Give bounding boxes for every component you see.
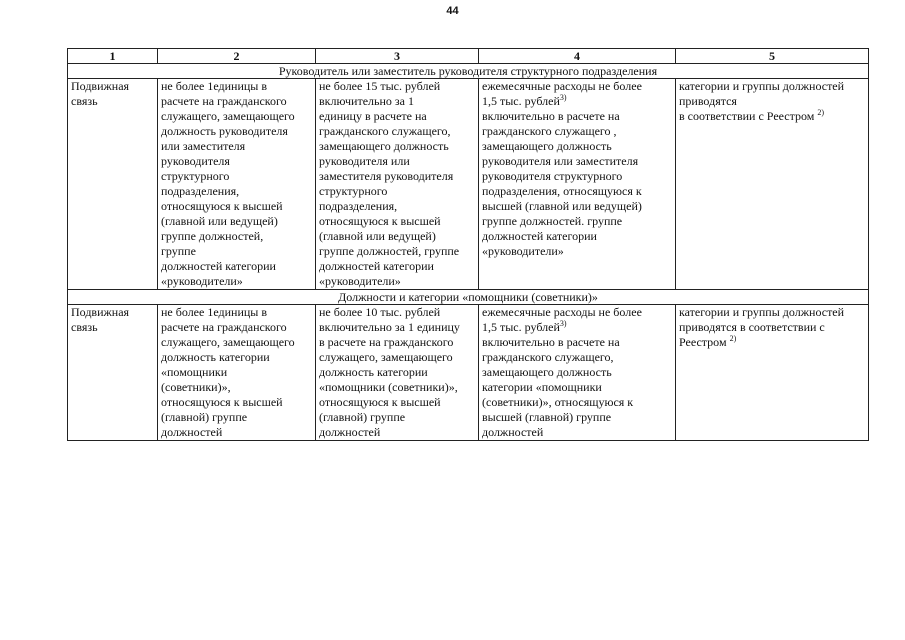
norms-table (67, 48, 869, 441)
page-number: 44 (446, 5, 459, 17)
categories-cell (676, 79, 869, 290)
table-row (68, 305, 869, 441)
header-row (68, 49, 869, 64)
expenses-text: ежемесячные расходы не более 1,5 тыс. рублей (482, 305, 642, 334)
footnote-ref: 2) (729, 334, 737, 343)
expenses-cell (479, 79, 676, 290)
categories-text: категории и группы должностей приводятся в соответствии с Реестром (679, 79, 845, 123)
categories-cell (676, 305, 869, 441)
price-cell: не более 10 тыс. рублей включительно за 1 единицу в расчете на гражданского служащего, замещающего должность категории «помощники (советники)», относящуюся к высшей (главной) группе должностей (316, 305, 479, 441)
header-col-1: 1 (68, 49, 158, 64)
header-col-3: 3 (316, 49, 479, 64)
expenses-text-rest: включительно в расчете на гражданского служащего , замещающего должность руководителя или заместителя руководителя структурного подразделения, относящуюся к высшей (главной или ведущей) группе должностей. группе должностей категории «руководители» (482, 109, 642, 258)
section-title: Должности и категории «помощники (советники)» (68, 290, 869, 305)
header-col-2: 2 (158, 49, 316, 64)
header-col-4: 4 (479, 49, 676, 64)
section-row (68, 290, 869, 305)
quantity-cell: не более 1единицы в расчете на гражданского служащего, замещающего должность категории «помощники (советники)», относящуюся к высшей (главной) группе должностей (158, 305, 316, 441)
service-cell: Подвижная связь (68, 305, 158, 441)
header-col-5: 5 (676, 49, 869, 64)
footnote-ref: 3) (559, 93, 567, 102)
section-title: Руководитель или заместитель руководителя структурного подразделения (68, 64, 869, 79)
expenses-cell (479, 305, 676, 441)
categories-text: категории и группы должностей приводятся в соответствии с Реестром (679, 305, 845, 349)
expenses-text: ежемесячные расходы не более 1,5 тыс. рублей (482, 79, 642, 108)
service-cell: Подвижная связь (68, 79, 158, 290)
section-row (68, 64, 869, 79)
expenses-text-rest: включительно в расчете на гражданского служащего, замещающего должность категории «помощники (советники)», относящуюся к высшей (главной) группе должностей (482, 335, 634, 439)
price-cell: не более 15 тыс. рублей включительно за 1 единицу в расчете на гражданского служащего, замещающего должность руководителя или заместителя руководителя структурного подразделения, относящуюся к высшей (главной или ведущей) группе должностей, группе должностей категории «руководители» (316, 79, 479, 290)
footnote-ref: 2) (817, 108, 825, 117)
quantity-cell: не более 1единицы в расчете на гражданского служащего, замещающего должность руководителя или заместителя руководителя структурного подразделения, относящуюся к высшей (главной или ведущей) группе должностей, группе должностей категории «руководители» (158, 79, 316, 290)
table-row (68, 79, 869, 290)
footnote-ref: 3) (559, 319, 567, 328)
